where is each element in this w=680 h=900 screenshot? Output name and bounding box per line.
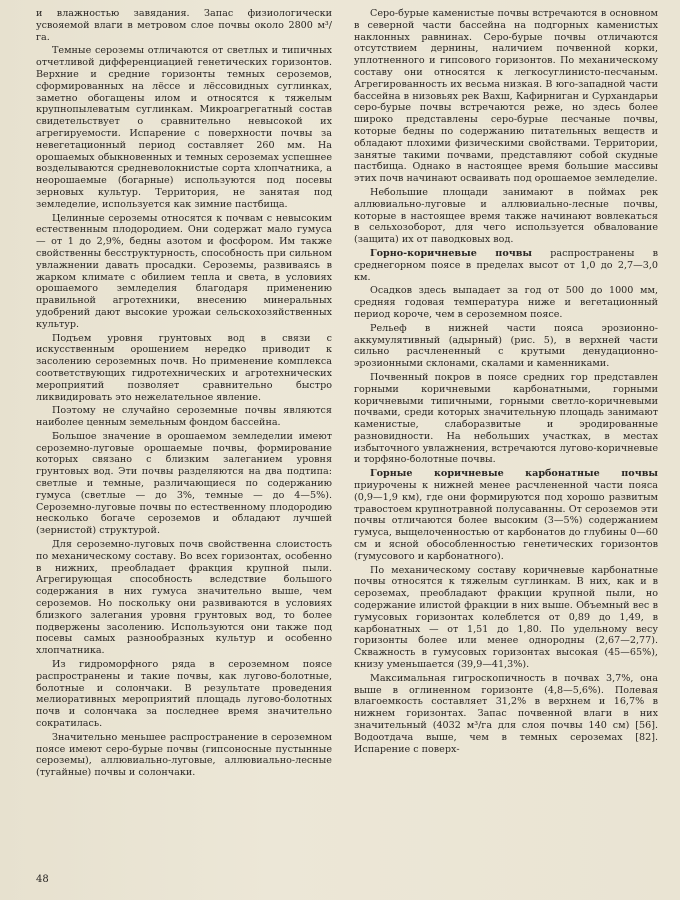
term-text: распространены в среднегорном поясе в пределах высот от 1,0 до 2,7—3,0 км. bbox=[354, 247, 658, 283]
paragraph: Поэтому не случайно сероземные почвы являются наиболее ценным земельным фондом бассейна. bbox=[36, 405, 332, 429]
term-heading: Горно-коричневые почвы bbox=[370, 247, 533, 259]
paragraph: Темные сероземы отличаются от светлых и типичных отчетливой дифференциацией генетических горизонтов. Верхние и средние горизонты темных сероземов, сформированных на лёссе и лёссовидных суглинках, заметно обогащены илом и относятся к тяжелым крупнопылеватым суглинкам. Микроагрегатный состав свидетельствует о сравнительно невысокой их агрегируемости. Испарение с поверхности почвы за невегетационный период составляет 260 мм. На орошаемых обыкновенных и темных сероземах успешнее возделываются средневолокнистые сорта хлопчатника, а неорошаемые (богарные) используются под посевы зерновых культур. Территория, не занятая под земледелие, используется как зимние пастбища. bbox=[36, 45, 332, 210]
paragraph: Значительно меньшее распространение в сероземном поясе имеют серо-бурые почвы (гипсоносные пустынные сероземы), аллювиально-луговые, аллювиально-лесные (тугайные) почвы и солончаки. bbox=[36, 731, 332, 779]
paragraph: Почвенный покров в поясе средних гор представлен горными коричневыми карбонатными, горными коричневыми типичными, горными светло-коричневыми почвами, среди которых значительную площадь занимают каменистые, слаборазвитые и эродированные разновидности. На небольших участках, в местах избыточного увлажнения, встречаются лугово-коричневые и торфяно-болотные почвы. bbox=[354, 371, 658, 466]
term-text: приурочены к нижней менее расчлененной части пояса (0,9—1,9 км), где они формируются под хорошо развитым травостоем крупнотравной полусаванны. От сероземов эти почвы отличаются более высоким (3—5%) содержанием гумуса, выщелоченностью от карбонатов до глубины 0—60 см и ясной обособленностью генетических горизонтов (гумусового и карбонатного). bbox=[354, 480, 658, 562]
paragraph: Небольшие площади занимают в поймах рек аллювиально-луговые и аллювиально-лесные почвы, которые в настоящее время также начинают вовлекаться в сельхозоборот, для чего используется обвалование (защита) их от паводковых вод. bbox=[354, 186, 658, 246]
page-number: 48 bbox=[36, 874, 49, 885]
paragraph: Осадков здесь выпадает за год от 500 до 1000 мм, средняя годовая температура ниже и вегетационный период короче, чем в сероземном поясе. bbox=[354, 285, 658, 320]
paragraph: Из гидроморфного ряда в сероземном поясе распространены и такие почвы, как лугово-болотные, болотные и солончаки. В результате проведения мелиоративных мероприятий площадь лугово-болотных почв и солончака за последнее время значительно сократилась. bbox=[36, 659, 332, 730]
paragraph: Большое значение в орошаемом земледелии имеют сероземно-луговые орошаемые почвы, формирование которых связано с близким залеганием уровня грунтовых вод. Эти почвы разделяются на два подтипа: светлые и темные, различающиеся по содержанию гумуса (светлые — до 3%, темные — до 4—5%). Сероземно-луговые почвы по естественному плодородию несколько богаче сероземов и обладают лучшей (зернистой) структурой. bbox=[36, 430, 332, 537]
paragraph: Подъем уровня грунтовых вод в связи с искусственным орошением нередко приводит к засолению сероземных почв. Но применение комплекса соответствующих гидротехнических и агротехнических мероприятий позволяет сравнительно быстро ликвидировать это нежелательное явление. bbox=[36, 332, 332, 403]
paragraph-with-term bbox=[354, 468, 658, 562]
paragraph: и влажностью завядания. Запас физиологически усвояемой влаги в метровом слое почвы около 2800 м³/га. bbox=[36, 8, 332, 43]
paragraph: Для сероземно-луговых почв свойственна слоистость по механическому составу. Во всех горизонтах, особенно в нижних, преобладает фракция крупной пыли. Агрегирующая способность вследствие большого содержания в них гумуса значительно выше, чем сероземов. Но поскольку они развиваются в условиях близкого залегания уровня грунтовых вод, то более подвержены засолению. Используются они также под посевы самых разнообразных культур и особенно хлопчатника. bbox=[36, 539, 332, 657]
right-column bbox=[354, 8, 658, 755]
paragraph: Максимальная гигроскопичность в почвах 3,7%, она выше в оглиненном горизонте (4,8—5,6%). Полевая влагоемкость составляет 31,2% в верхнем и 16,7% в нижнем горизонтах. Запас почвенной влаги в них значительный (4032 м³/га для слоя почвы 140 см) [56]. Водоотдача выше, чем в темных сероземах [82]. Испарение с поверх- bbox=[354, 672, 658, 755]
term-heading: Горные коричневые карбонатные почвы bbox=[370, 468, 658, 480]
left-column bbox=[36, 8, 332, 779]
paragraph: Целинные сероземы относятся к почвам с невысоким естественным плодородием. Они содержат мало гумуса — от 1 до 2,9%, бедны азотом и фосфором. Им также свойственны бесструктурность, способность при сильном увлажнении давать просадки. Сероземы, развиваясь в жарком климате с обилием тепла и света, в условиях орошаемого земледелия благодаря применению правильной агротехники, внесению минеральных удобрений дают высокие урожаи сельскохозяйственных культур. bbox=[36, 212, 332, 330]
paragraph-with-term bbox=[354, 248, 658, 283]
paragraph: По механическому составу коричневые карбонатные почвы относятся к тяжелым суглинкам. В них, как и в сероземах, преобладают фракции крупной пыли, но содержание илистой фракции в них выше. Объемный вес в гумусовых горизонтах колеблется от 0,89 до 1,49, в карбонатных — от 1,51 до 1,80. По удельному весу горизонты более или менее однородны (2,67—2,77). Скважность в гумусовых горизонтах высокая (45—65%), книзу уменьшается (39,9—41,3%). bbox=[354, 564, 658, 671]
paragraph: Серо-бурые каменистые почвы встречаются в основном в северной части бассейна на подгорных каменистых наклонных равнинах. Серо-бурые почвы отличаются отсутствием дернины, наличием почвенной корки, уплотненного и гипсового горизонтов. По механическому составу они относятся к легкосуглинисто-песчаным. Агрегированность их весьма низкая. В юго-западной части бассейна в низовьях рек Вахш, Кафирниган и Сурхандарьи серо-бурые почвы встречаются реже, но здесь более широко представлены серо-бурые песчаные почвы, которые бедны по содержанию питательных веществ и обладают плохими физическими свойствами. Территории, занятые такими почвами, представляют собой скудные пастбища. Однако в настоящее время большие массивы этих почв начинают осваивать под орошаемое земледелие. bbox=[354, 8, 658, 185]
paragraph: Рельеф в нижней части пояса эрозионно-аккумулятивный (адырный) (рис. 5), в верхней части сильно расчлененный с крутыми денудационно-эрозионными склонами, скалами и каменниками. bbox=[354, 322, 658, 370]
